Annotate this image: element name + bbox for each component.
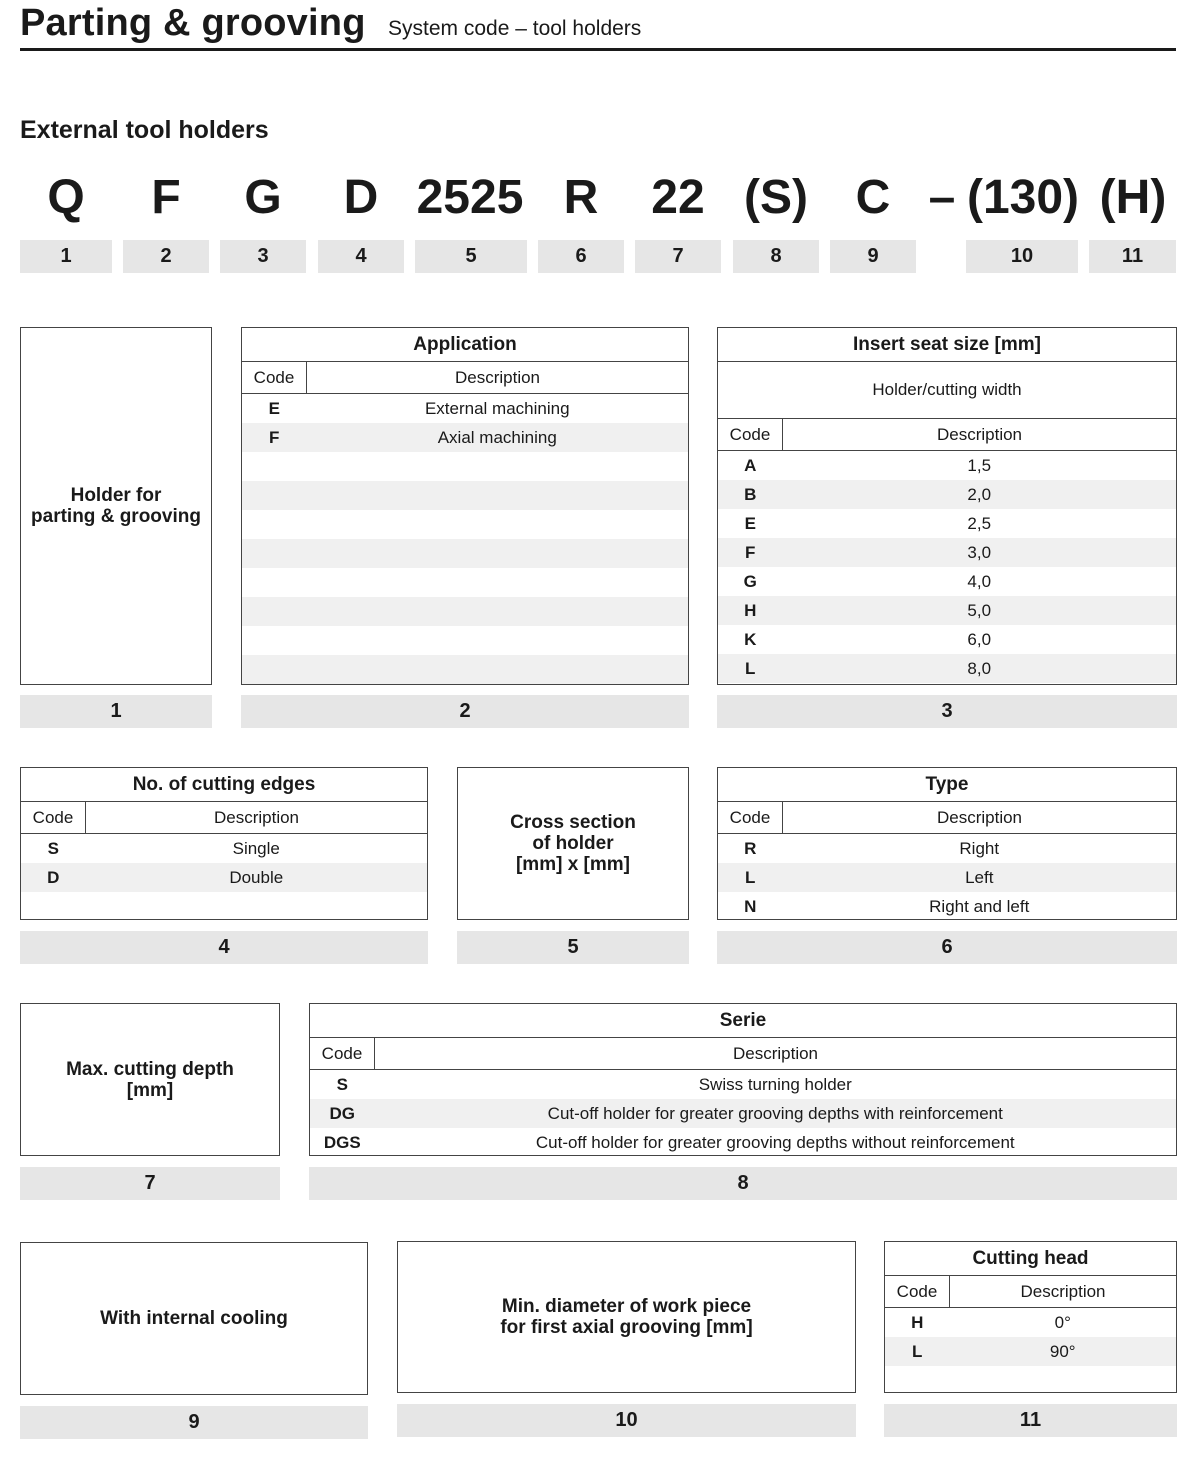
code-char: (130) bbox=[966, 171, 1080, 224]
description-header: Description bbox=[86, 802, 428, 834]
box-number: 7 bbox=[20, 1167, 280, 1200]
code-char: Q bbox=[47, 171, 85, 224]
type-table bbox=[717, 767, 1177, 920]
table-subtitle: Holder/cutting width bbox=[718, 362, 1176, 419]
table-row: N Right and left bbox=[744, 896, 1030, 916]
table-row: DGS Cut-off holder for greater grooving depths without reinforcement bbox=[323, 1132, 1015, 1152]
empty-row bbox=[242, 568, 688, 597]
empty-row bbox=[242, 597, 688, 626]
box-number: 11 bbox=[884, 1404, 1177, 1437]
code-position: 4 bbox=[318, 240, 404, 273]
code-char: 2525 bbox=[416, 171, 524, 224]
min-diameter-box: Min. diameter of work piece for first axial grooving [mm] bbox=[397, 1241, 856, 1393]
code-position: 10 bbox=[966, 240, 1078, 273]
page-subtitle: System code – tool holders bbox=[388, 17, 642, 40]
code-char: (H) bbox=[1099, 171, 1167, 224]
box-number: 5 bbox=[457, 931, 689, 964]
description-header: Description bbox=[783, 802, 1177, 834]
cutting-head-table bbox=[884, 1241, 1177, 1393]
box-number: 10 bbox=[397, 1404, 856, 1437]
description-header: Description bbox=[375, 1038, 1177, 1070]
table-row: F Axial machining bbox=[242, 423, 688, 452]
table-row: E 2,5 bbox=[744, 513, 992, 533]
code-position: 3 bbox=[220, 240, 306, 273]
max-depth-box: Max. cutting depth [mm] bbox=[20, 1003, 280, 1156]
application-table bbox=[241, 327, 689, 685]
code-position: 5 bbox=[415, 240, 527, 273]
code-char: 22 bbox=[651, 171, 705, 224]
code-header: Code bbox=[885, 1276, 950, 1308]
code-dash: – bbox=[928, 171, 956, 224]
table-row: G 4,0 bbox=[743, 571, 992, 591]
table-row: B 2,0 bbox=[718, 480, 1176, 509]
code-header: Code bbox=[21, 802, 86, 834]
holder-box: Holder for parting & grooving bbox=[20, 327, 212, 685]
empty-row bbox=[242, 626, 688, 655]
table-row: K 6,0 bbox=[744, 629, 992, 649]
box-number: 2 bbox=[241, 695, 689, 728]
code-header: Code bbox=[242, 362, 307, 394]
page-title: Parting & grooving bbox=[20, 2, 366, 44]
code-position: 9 bbox=[830, 240, 916, 273]
table-title: Type bbox=[718, 768, 1176, 802]
table-row: S Swiss turning holder bbox=[336, 1074, 852, 1094]
description-header: Description bbox=[783, 419, 1177, 451]
table-title: No. of cutting edges bbox=[21, 768, 427, 802]
box-number: 9 bbox=[20, 1406, 368, 1439]
code-char: R bbox=[563, 171, 599, 224]
code-char: (S) bbox=[744, 171, 808, 224]
code-char: D bbox=[343, 171, 379, 224]
empty-row bbox=[242, 452, 688, 481]
code-position: 8 bbox=[733, 240, 819, 273]
box-number: 1 bbox=[20, 695, 212, 728]
empty-row bbox=[242, 655, 688, 684]
table-title: Insert seat size [mm] bbox=[718, 328, 1176, 362]
table-row: S Single bbox=[47, 838, 280, 858]
table-title: Serie bbox=[310, 1004, 1176, 1038]
table-row: R Right bbox=[744, 838, 1000, 858]
code-position: 1 bbox=[20, 240, 112, 273]
cross-section-box: Cross section of holder [mm] x [mm] bbox=[457, 767, 689, 920]
box-number: 3 bbox=[717, 695, 1177, 728]
table-row: A 1,5 bbox=[744, 455, 992, 475]
table-row: F 3,0 bbox=[718, 538, 1176, 567]
table-row: L Left bbox=[718, 863, 1176, 892]
code-position: 6 bbox=[538, 240, 624, 273]
cutting-edges-table bbox=[20, 767, 428, 920]
code-header: Code bbox=[718, 419, 783, 451]
table-title: Cutting head bbox=[885, 1242, 1176, 1276]
description-header: Description bbox=[950, 1276, 1177, 1308]
table-row: H 0° bbox=[911, 1312, 1071, 1332]
table-row: D Double bbox=[21, 863, 427, 892]
serie-table bbox=[309, 1003, 1177, 1156]
table-row: L 90° bbox=[885, 1337, 1176, 1366]
table-row: H 5,0 bbox=[718, 596, 1176, 625]
box-number: 8 bbox=[309, 1167, 1177, 1200]
description-header: Description bbox=[307, 362, 689, 394]
insert-seat-table bbox=[717, 327, 1177, 685]
code-position: 11 bbox=[1089, 240, 1176, 273]
empty-row bbox=[242, 481, 688, 510]
code-position: 2 bbox=[123, 240, 209, 273]
box-number: 6 bbox=[717, 931, 1177, 964]
table-row: DG Cut-off holder for greater grooving depths with reinforcement bbox=[310, 1099, 1176, 1128]
code-char: F bbox=[151, 171, 181, 224]
code-char: G bbox=[244, 171, 282, 224]
code-header: Code bbox=[718, 802, 783, 834]
table-row: E External machining bbox=[268, 398, 570, 418]
cooling-box: With internal cooling bbox=[20, 1242, 368, 1395]
empty-row bbox=[242, 510, 688, 539]
code-position: 7 bbox=[635, 240, 721, 273]
header-divider bbox=[20, 48, 1176, 51]
code-char: C bbox=[855, 171, 891, 224]
table-title: Application bbox=[242, 328, 688, 362]
code-header: Code bbox=[310, 1038, 375, 1070]
section-title: External tool holders bbox=[20, 116, 269, 144]
box-number: 4 bbox=[20, 931, 428, 964]
empty-row bbox=[242, 539, 688, 568]
table-row: L 8,0 bbox=[718, 654, 1176, 683]
